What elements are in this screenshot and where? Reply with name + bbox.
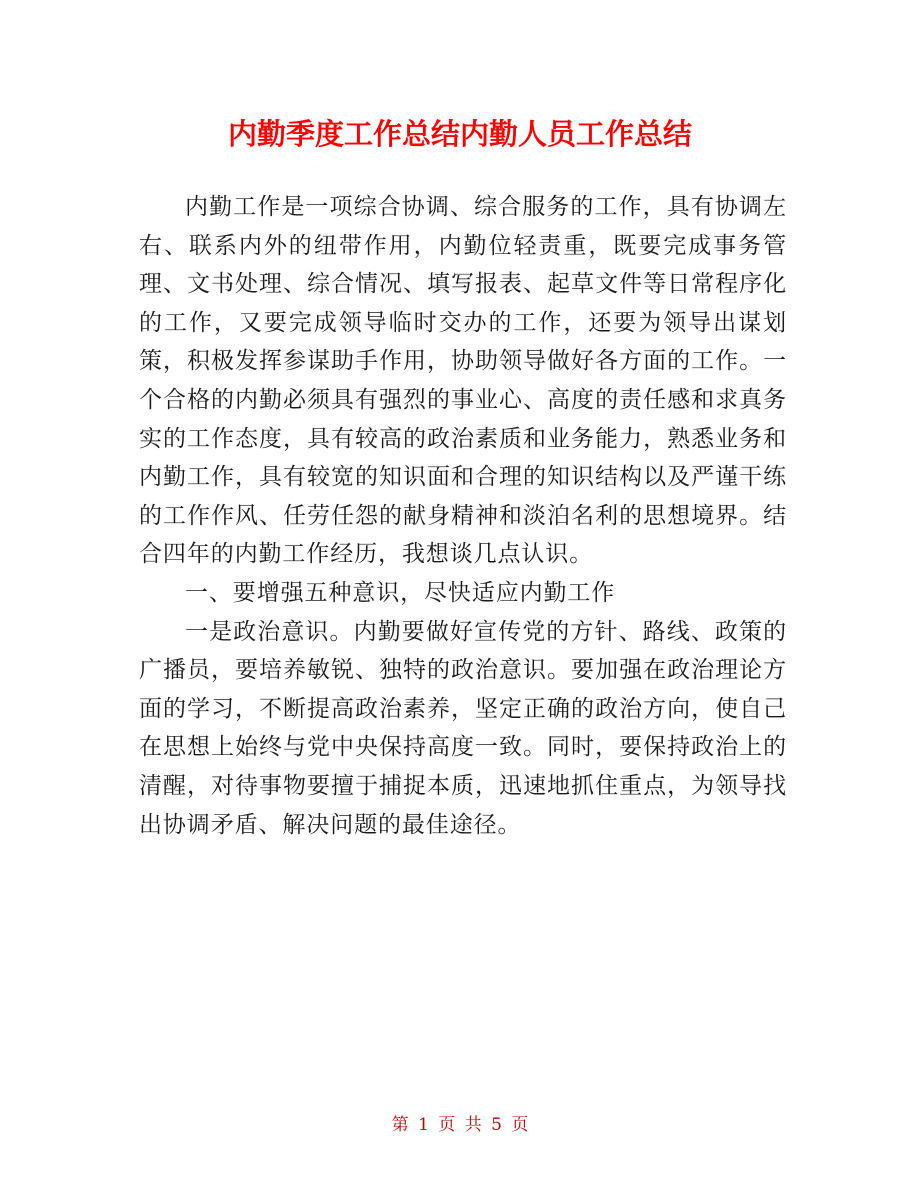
paragraph-political-awareness: 一是政治意识。内勤要做好宣传党的方针、路线、政策的广播员，要培养敏锐、独特的政治意识。要加强在政治理论方面的学习，不断提高政治素养，坚定正确的政治方向，使自己在思想上始终与党中央保持高度一致。同时，要保持政治上的清醒，对待事物要擅于捕捉本质，迅速地抓住重点，为领导找出协调矛盾、解决问题的最佳途径。 [139, 618, 787, 838]
page-number-footer: 第 1 页 共 5 页 [391, 1115, 529, 1135]
section-heading: 一、要增强五种意识，尽快适应内勤工作 [185, 579, 616, 606]
document-body [139, 188, 787, 844]
paragraph-intro: 内勤工作是一项综合协调、综合服务的工作，具有协调左右、联系内外的纽带作用，内勤位轻责重，既要完成事务管理、文书处理、综合情况、填写报表、起草文件等日常程序化的工作，又要完成领导临时交办的工作，还要为领导出谋划策，积极发挥参谋助手作用，协助领导做好各方面的工作。一个合格的内勤必须具有强烈的事业心、高度的责任感和求真务实的工作态度，具有较高的政治素质和业务能力，熟悉业务和内勤工作，具有较宽的知识面和合理的知识结构以及严谨干练的工作作风、任劳任怨的献身精神和淡泊名利的思想境界。结合四年的内勤工作经历，我想谈几点认识。 [139, 194, 787, 568]
document-title: 内勤季度工作总结内勤人员工作总结 [227, 117, 692, 151]
